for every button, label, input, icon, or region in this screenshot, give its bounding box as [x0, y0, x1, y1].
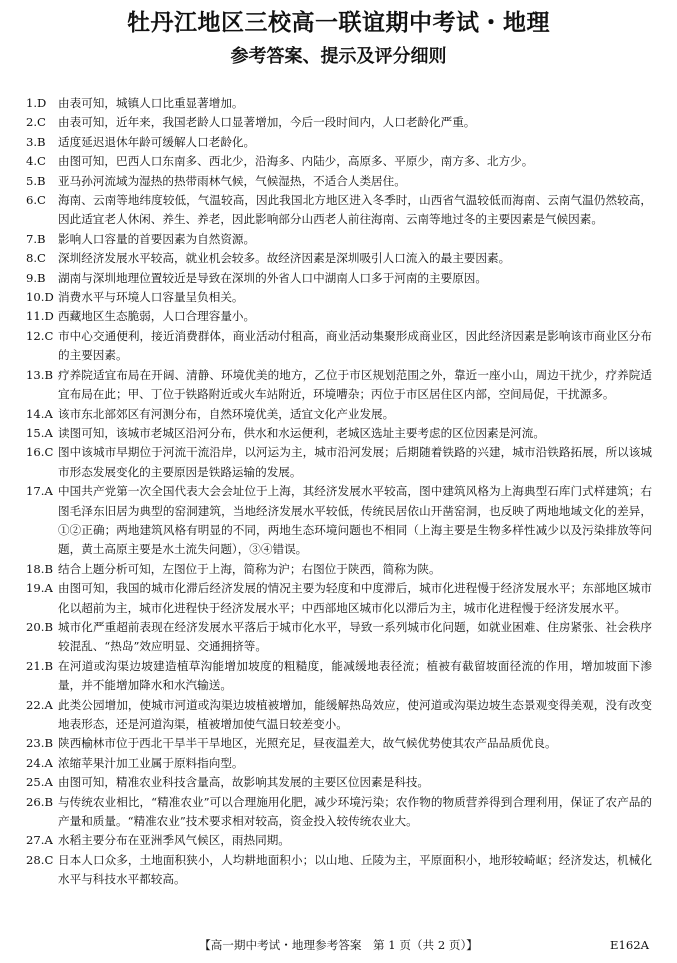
answer-number: 19.A: [26, 581, 53, 596]
answer-item: [26, 113, 652, 132]
answer-item: [26, 851, 652, 890]
answer-item: [26, 579, 652, 618]
answer-list: [26, 94, 652, 890]
answer-item: [26, 269, 652, 288]
answer-item: [26, 366, 652, 405]
answer-item: [26, 773, 652, 792]
answer-explanation: 西藏地区生态脆弱，人口合理容量小。: [58, 309, 256, 324]
answer-item: [26, 754, 652, 773]
answer-item: [26, 482, 652, 560]
answer-item: [26, 191, 652, 230]
answer-item: [26, 443, 652, 482]
answer-item: [26, 793, 652, 832]
answer-number: 13.B: [26, 367, 53, 382]
answer-number: 26.B: [26, 794, 53, 809]
answer-explanation: 图中该城市早期位于河流干流沿岸，以河运为主，城市沿河发展；后期随着铁路的兴建，城市沿铁路拓展，所以该城市形态发展变化的主要原因是铁路运输的发展。: [58, 445, 652, 479]
footer-code: E162A: [610, 938, 649, 952]
answer-item: [26, 424, 652, 443]
answer-number: 16.C: [26, 445, 54, 460]
answer-number: 28.C: [26, 852, 54, 867]
answer-explanation: 湖南与深圳地理位置较近是导致在深圳的外省人口中湖南人口多于河南的主要原因。: [58, 270, 487, 285]
answer-number: 23.B: [26, 736, 53, 751]
answer-number: 8.C: [26, 251, 46, 266]
answer-explanation: 由表可知，近年来，我国老龄人口显著增加，今后一段时间内，人口老龄化严重。: [58, 115, 476, 130]
answer-item: [26, 696, 652, 735]
answer-item: [26, 133, 652, 152]
answer-number: 10.D: [26, 290, 54, 305]
answer-item: [26, 327, 652, 366]
page-footer: [0, 935, 677, 955]
answer-number: 7.B: [26, 231, 46, 246]
answer-explanation: 由图可知，我国的城市化滞后经济发展的情况主要为轻度和中度滞后，城市化进程慢于经济发展水平；东部地区城市化以超前为主，城市化进程快于经济发展水平；中西部地区城市化以滞后为主，城市化进程慢于经济发展水平。: [58, 581, 652, 615]
answer-number: 11.D: [26, 309, 54, 324]
answer-explanation: 与传统农业相比，“精准农业”可以合理施用化肥，减少环境污染；农作物的物质营养得到合理利用，保证了农产品的产量和质量。“精准农业”技术要求相对较高，资金投入较传统农业大。: [58, 794, 652, 829]
answer-number: 22.A: [26, 697, 53, 712]
answer-item: [26, 734, 652, 753]
answer-number: 5.B: [26, 173, 46, 188]
answer-item: [26, 831, 652, 850]
answer-explanation: 海南、云南等地纬度较低，气温较高，因此我国北方地区进入冬季时，山西省气温较低而海南、云南气温仍然较高，因此适宜老人休闲、养生、养老，因此影响部分山西老人前往海南、云南等地过冬的主要因素是气候因素。: [58, 193, 652, 227]
answer-number: 18.B: [26, 561, 53, 576]
answer-item: [26, 307, 652, 326]
answer-explanation: 在河道或沟渠边坡建造植草沟能增加坡度的粗糙度，能减缓地表径流；植被有截留坡面径流的作用，增加坡面下渗量，并不能增加降水和水汽输送。: [58, 658, 652, 693]
answer-explanation: 影响人口容量的首要因素为自然资源。: [58, 231, 256, 246]
answer-number: 2.C: [26, 115, 46, 130]
answer-explanation: 水稻主要分布在亚洲季风气候区，雨热同期。: [58, 833, 290, 848]
answer-explanation: 深圳经济发展水平较高，就业机会较多。故经济因素是深圳吸引人口流入的最主要因素。: [58, 251, 511, 266]
answer-number: 6.C: [26, 193, 46, 208]
answer-number: 24.A: [26, 755, 53, 770]
answer-item: [26, 152, 652, 171]
answer-item: [26, 560, 652, 579]
answer-explanation: 中国共产党第一次全国代表大会会址位于上海，其经济发展水平较高，图中建筑风格为上海典型石库门式样建筑；右图毛泽东旧居为典型的窑洞建筑，当地经济发展水平较低，传统民居依山开凿窑洞，也反映了两地地域文化的差异，①②正确；两地建筑风格有明显的不同，两地生态环境问题也不相同（上海主要是生物多样性减少以及污染排放等问题，黄土高原主要是水土流失问题），③④错误。: [58, 484, 652, 557]
answer-item: [26, 288, 652, 307]
answer-item: [26, 94, 652, 113]
answer-item: [26, 618, 652, 657]
answer-explanation: 消费水平与环境人口容量呈负相关。: [58, 290, 244, 305]
footer-page-info: 【高一期中考试・地理参考答案 第 1 页（共 2 页）】: [199, 938, 478, 952]
answer-explanation: 市中心交通便利，接近消费群体，商业活动付租高，商业活动集聚形成商业区，因此经济因素是影响该市商业区分布的主要因素。: [58, 328, 652, 363]
answer-number: 3.B: [26, 134, 46, 149]
answer-number: 4.C: [26, 154, 46, 169]
answer-number: 27.A: [26, 833, 53, 848]
answer-explanation: 结合上题分析可知，左图位于上海，简称为沪；右图位于陕西，简称为陕。: [58, 561, 441, 576]
answer-explanation: 疗养院适宜布局在开阔、清静、环境优美的地方，乙位于市区规划范围之外，靠近一座小山，周边干扰少，疗养院适宜布局在此；甲、丁位于铁路附近或火车站附近，环境嘈杂；丙位于市区居住区内部，空间局促，干扰源多。: [58, 367, 652, 402]
answer-explanation: 浓缩苹果汁加工业属于原料指向型。: [58, 755, 244, 770]
answer-explanation: 陕西榆林市位于西北干旱半干旱地区，光照充足，昼夜温差大，故气候优势使其农产品品质优良。: [58, 736, 557, 751]
answer-explanation: 日本人口众多，土地面积狭小，人均耕地面积小；以山地、丘陵为主，平原面积小，地形较崎岖；经济发达，机械化水平与科技水平都较高。: [58, 852, 652, 887]
answer-explanation: 此类公园增加，使城市河道或沟渠边坡植被增加，能缓解热岛效应，使河道或沟渠边坡生态景观变得美观，没有改变地表形态，还是河道沟渠，植被增加使气温日较差变小。: [58, 697, 652, 731]
answer-item: [26, 657, 652, 696]
document-title: 牡丹江地区三校高一联谊期中考试・地理: [127, 10, 550, 36]
answer-number: 14.A: [26, 406, 53, 421]
answer-explanation: 由表可知，城镇人口比重显著增加。: [58, 96, 244, 110]
answer-explanation: 城市化严重超前表现在经济发展水平落后于城市化水平，导致一系列城市化问题，如就业困难、住房紧张、社会秩序较混乱、“热岛”效应明显、交通拥挤等。: [58, 619, 652, 654]
answer-explanation: 该市东北部郊区有河测分布，自然环境优美，适宜文化产业发展。: [58, 406, 395, 421]
document-subtitle: 参考答案、提示及评分细则: [230, 46, 447, 67]
answer-item: [26, 172, 652, 191]
answer-number: 20.B: [26, 619, 53, 634]
answer-explanation: 亚马孙河流域为湿热的热带雨林气候，气候湿热，不适合人类居住。: [58, 173, 406, 188]
answer-number: 21.B: [26, 658, 53, 673]
answer-number: 17.A: [26, 484, 53, 499]
answer-number: 15.A: [26, 425, 53, 440]
answer-explanation: 由图可知，巴西人口东南多、西北少，沿海多、内陆少，高原多、平原少，南方多、北方少。: [58, 154, 534, 169]
answer-explanation: 由图可知，精准农业科技含量高，故影响其发展的主要区位因素是科技。: [58, 775, 430, 790]
answer-number: 25.A: [26, 775, 53, 790]
answer-number: 12.C: [26, 328, 54, 343]
answer-item: [26, 230, 652, 249]
answer-number: 1.D: [26, 96, 47, 110]
answer-item: [26, 405, 652, 424]
answer-item: [26, 249, 652, 268]
answer-number: 9.B: [26, 270, 46, 285]
answer-explanation: 读图可知，该城市老城区沿河分布，供水和水运便利，老城区选址主要考虑的区位因素是河流。: [58, 425, 545, 440]
answer-explanation: 适度延迟退休年龄可缓解人口老龄化。: [58, 134, 256, 149]
